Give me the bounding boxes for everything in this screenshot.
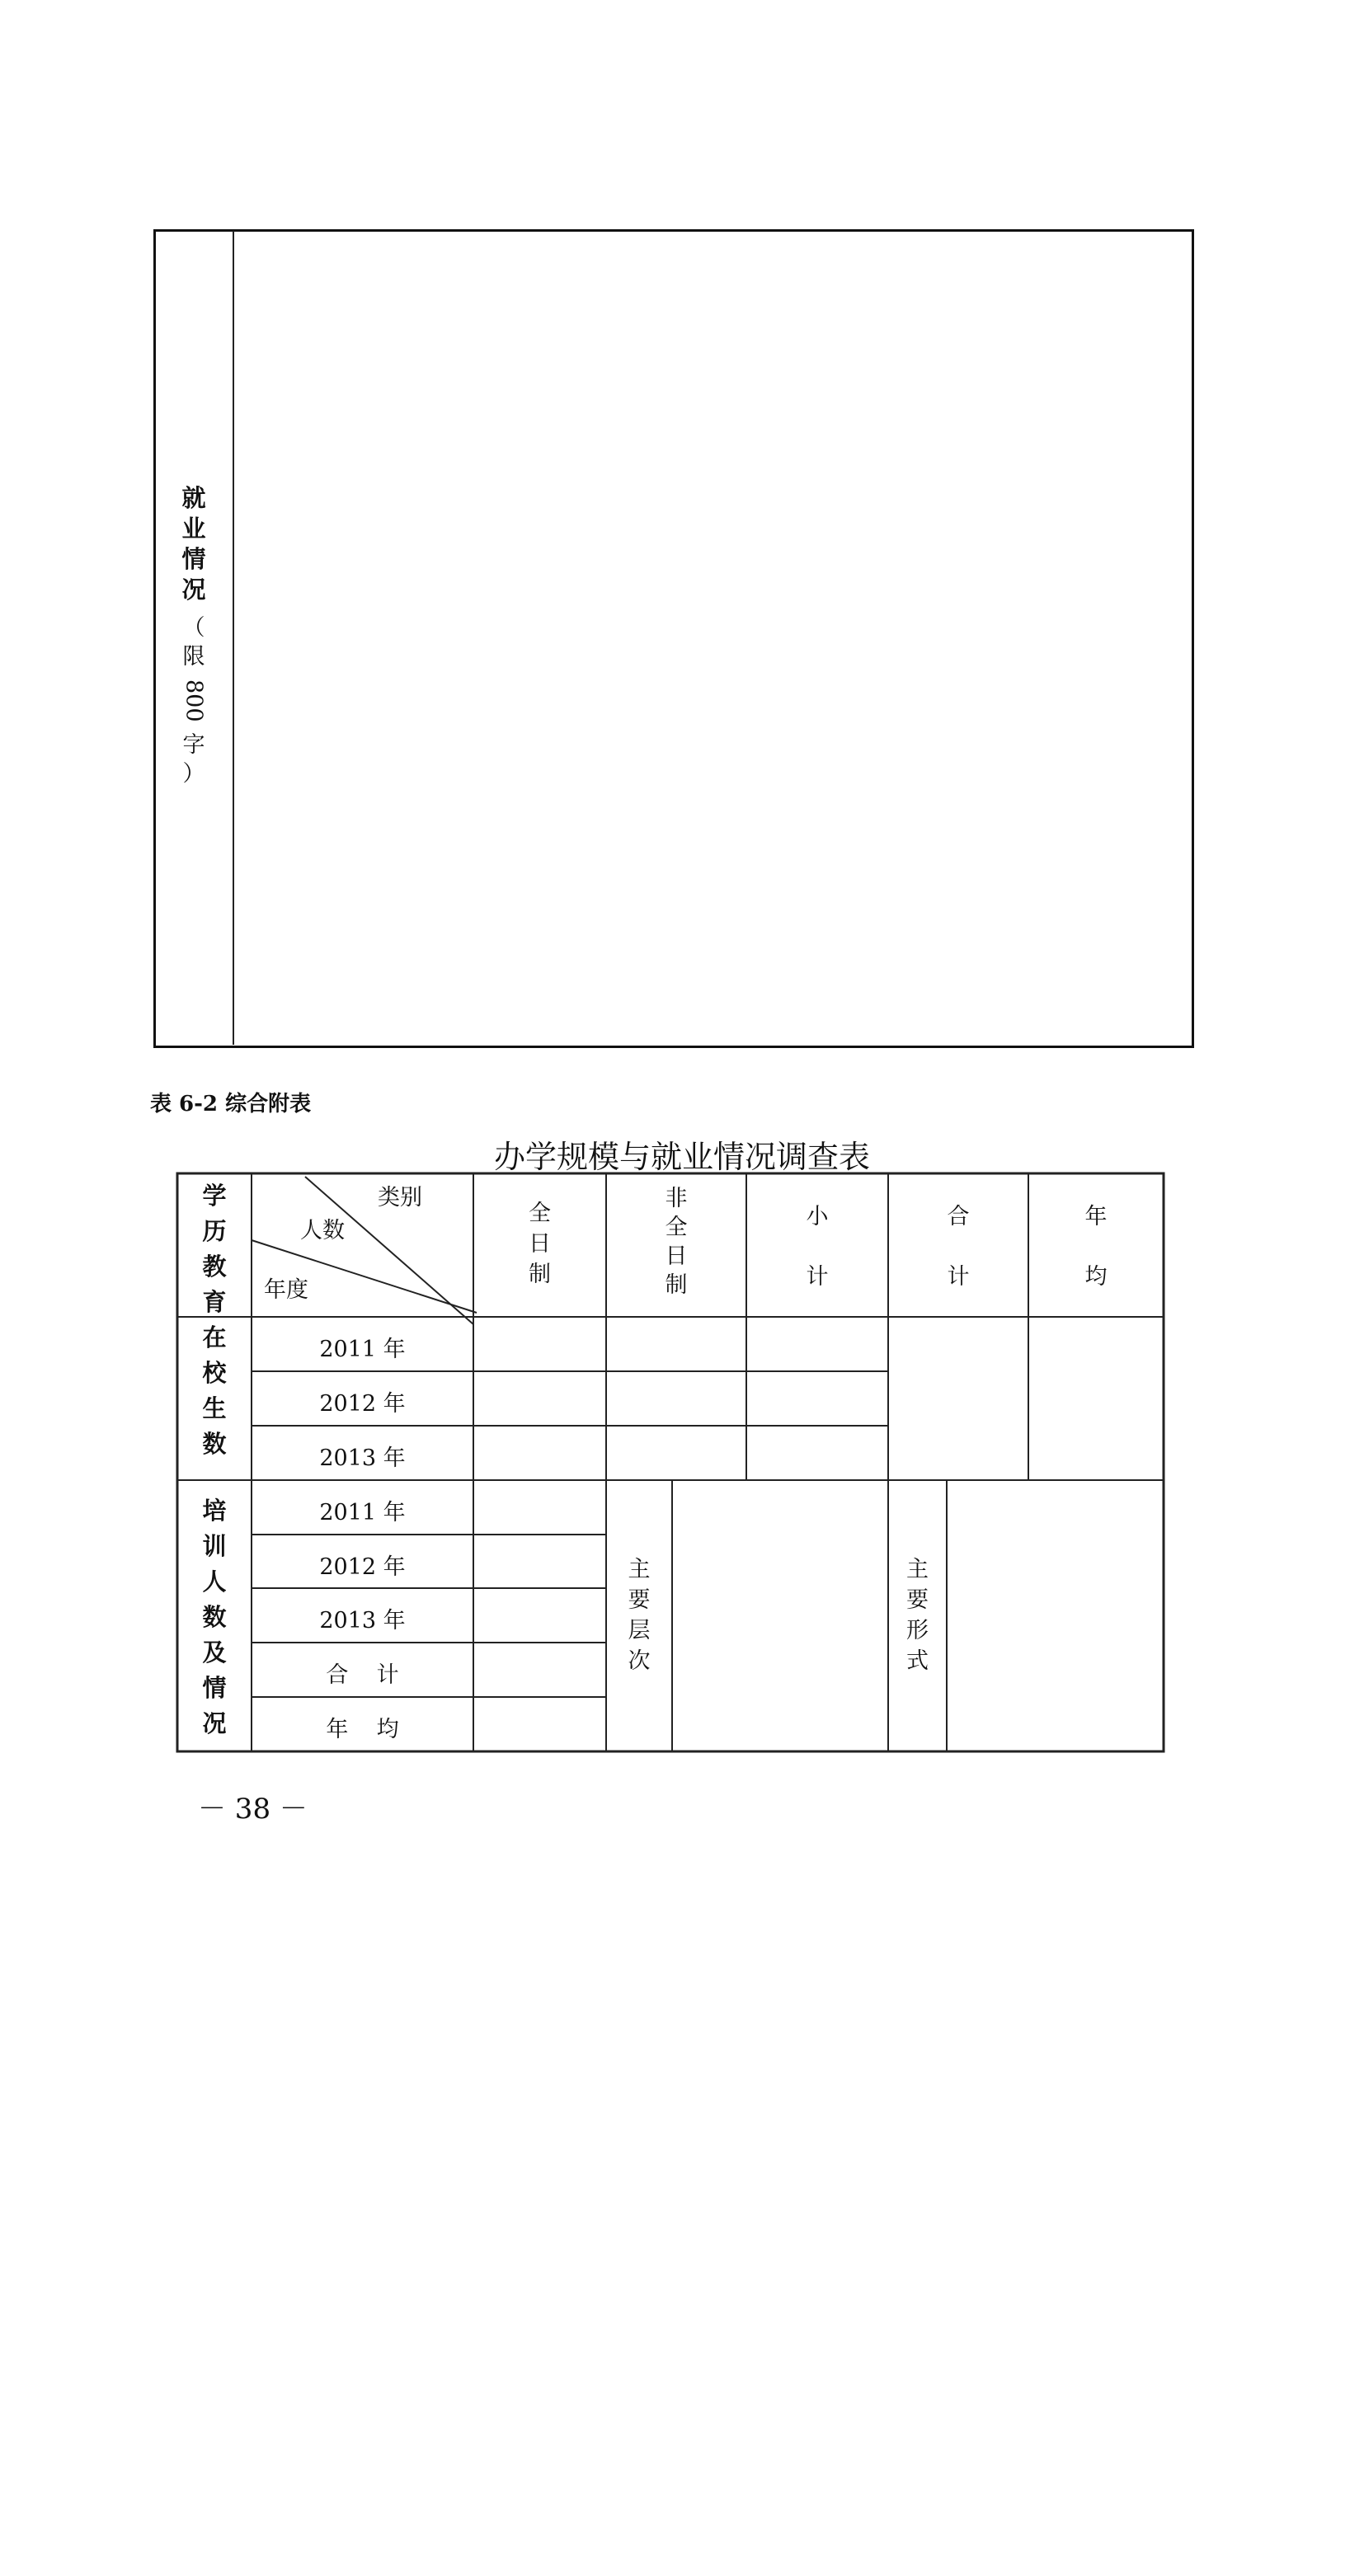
header-average: 年 均 <box>1084 1204 1108 1290</box>
table-title: 办学规模与就业情况调查表 <box>493 1139 870 1175</box>
row-year-2012-enrollment: 2012 年 <box>319 1391 406 1417</box>
row-average-training: 年 均 <box>326 1717 399 1742</box>
row-sum-training: 合 计 <box>326 1662 399 1688</box>
diag-year: 年度 <box>264 1277 308 1303</box>
section-training-label: 培 训 人 数 及 情 况 <box>202 1497 227 1737</box>
page-number: － 38 － <box>198 1793 308 1826</box>
row-year-2011-training: 2011 年 <box>319 1500 406 1525</box>
row-year-2011-enrollment: 2011 年 <box>319 1337 406 1362</box>
main-form-label: 主 要 形 式 <box>906 1557 929 1674</box>
diag-category: 类别 <box>378 1185 422 1210</box>
table-caption: 表 6-2 综合附表 <box>150 1092 312 1116</box>
row-year-2013-training: 2013 年 <box>319 1608 406 1634</box>
main-level-label: 主 要 层 次 <box>628 1557 651 1674</box>
row-year-2012-training: 2012 年 <box>319 1554 406 1580</box>
section-enrollment-label: 学 历 教 育 在 校 生 数 <box>202 1182 227 1458</box>
header-part-time: 非 全 日 制 <box>665 1186 688 1298</box>
header-subtotal: 小 计 <box>806 1204 829 1290</box>
employment-label: 就 业 情 况 <box>181 484 206 604</box>
header-total: 合 计 <box>947 1204 970 1290</box>
diag-count: 人数 <box>300 1218 345 1243</box>
employment-note: （ 限 800 字 ） <box>181 615 207 787</box>
row-year-2013-enrollment: 2013 年 <box>319 1445 406 1471</box>
header-full-time: 全 日 制 <box>529 1201 551 1287</box>
